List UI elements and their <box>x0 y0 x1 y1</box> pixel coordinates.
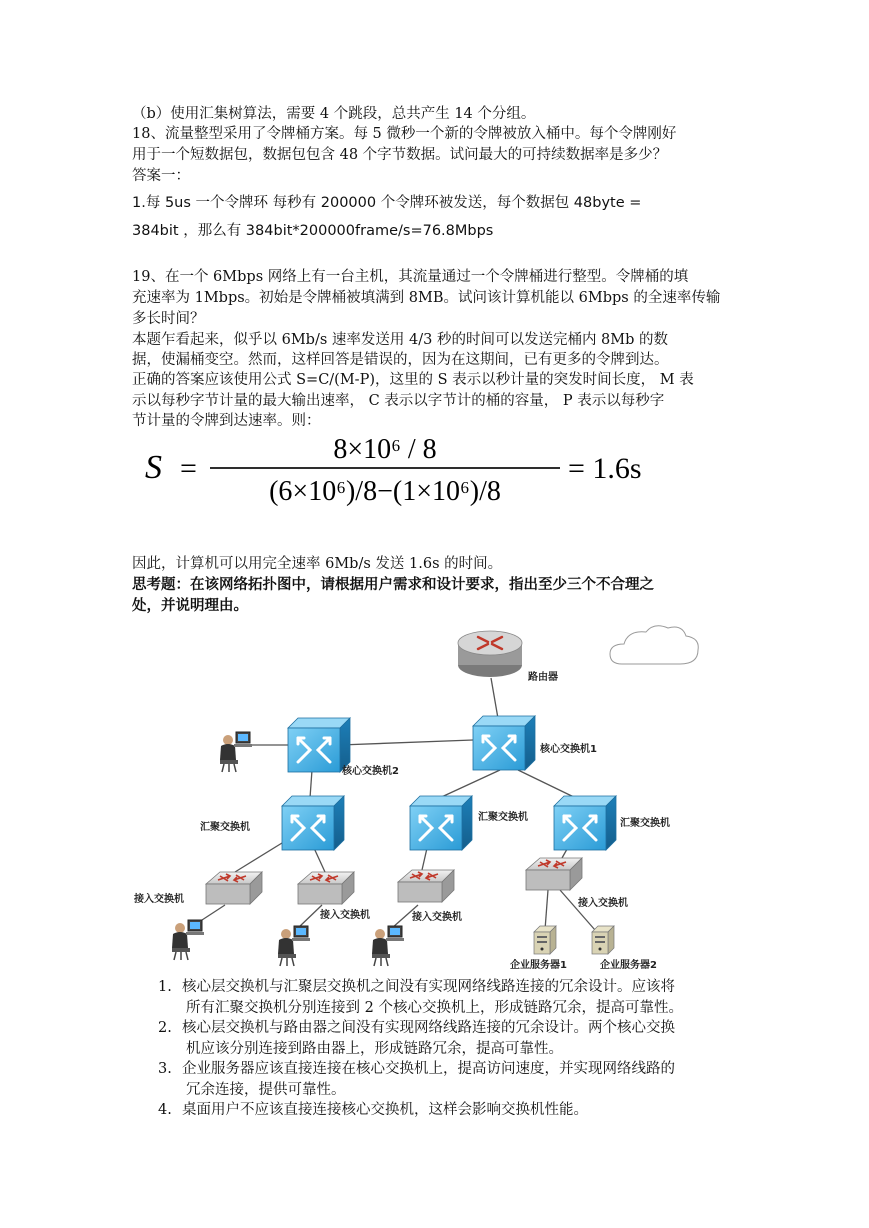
label-access-switch-3: 接入交换机 <box>412 912 462 923</box>
router-icon <box>458 631 522 677</box>
network-topology-diagram <box>130 620 705 975</box>
label-enterprise-server-2: 企业服务器2 <box>600 960 657 971</box>
reason-item-4 <box>158 1100 748 1121</box>
reason-item-3 <box>158 1059 748 1100</box>
reason-number: 4. <box>158 1102 172 1118</box>
aggregation-switch-right-icon <box>554 796 616 850</box>
line-4: 答案一： <box>132 168 190 184</box>
question-line-1: 思考题：在该网络拓扑图中，请根据用户需求和设计要求，指出至少三个不合理之 <box>132 577 654 593</box>
desktop-user-icon-2 <box>278 926 310 966</box>
label-router: 路由器 <box>528 672 558 683</box>
answer-line-2: 384bit ，那么有 384bit*200000frame/s=76.8Mbps <box>132 223 494 239</box>
question-line-2: 处，并说明理由。 <box>132 598 248 614</box>
enterprise-server-1-icon <box>534 926 556 954</box>
formula-numerator: 8×10⁶ / 8 <box>333 434 437 465</box>
reason-text-line: 机应该分别连接到路由器上，形成链路冗余，提高可靠性。 <box>186 1040 563 1057</box>
reason-number: 3. <box>158 1061 172 1077</box>
reason-item-1 <box>158 977 748 1018</box>
reason-number: 2. <box>158 1020 172 1036</box>
label-enterprise-server-1: 企业服务器1 <box>510 960 567 971</box>
reason-text-line: 核心层交换机与汇聚层交换机之间没有实现网络线路连接的冗余设计。应该将 <box>182 979 675 995</box>
reason-text-line: 企业服务器应该直接连接在核心交换机上，提高访问速度，并实现网络线路的 <box>182 1061 675 1077</box>
label-aggregation-switch-left: 汇聚交换机 <box>200 822 250 833</box>
formula-denominator: (6×10⁶)/8−(1×10⁶)/8 <box>269 476 501 507</box>
line-7: 19、在一个 6Mbps 网络上有一台主机，其流量通过一个令牌桶进行整型。令牌桶的填 <box>132 269 689 285</box>
access-switch-2-icon <box>298 872 354 904</box>
label-access-switch-1: 接入交换机 <box>134 894 184 905</box>
label-aggregation-switch-middle: 汇聚交换机 <box>478 812 528 823</box>
reason-number: 1. <box>158 979 172 995</box>
enterprise-server-2-icon <box>592 926 614 954</box>
desktop-user-icon-core <box>220 732 252 772</box>
line-15: 因此，计算机可以用完全速率 6Mb/s 发送 1.6s 的时间。 <box>132 556 503 572</box>
desktop-user-icon-3 <box>372 926 404 966</box>
access-switch-1-icon <box>206 872 262 904</box>
label-access-switch-2: 接入交换机 <box>320 910 370 921</box>
line-12: 正确的答案应该使用公式 S=C/(M-P)，这里的 S 表示以秒计量的突发时间长度， M 表 <box>132 372 694 388</box>
answer-line-1: 1.每 5us 一个令牌环 每秒有 200000 个令牌环被发送，每个数据包 48byte = <box>132 195 642 211</box>
formula-lhs: S <box>145 449 162 486</box>
reason-item-2 <box>158 1018 748 1059</box>
formula-result: = 1.6s <box>568 452 642 485</box>
label-core-switch-2: 核心交换机2 <box>342 766 399 777</box>
label-access-switch-4: 接入交换机 <box>578 898 628 909</box>
desktop-user-icon-1 <box>172 920 204 960</box>
access-switch-4-icon <box>526 858 582 890</box>
line-13: 示以每秒字节计量的最大输出速率， C 表示以字节计的桶的容量， P 表示以每秒字 <box>132 393 665 409</box>
reason-text-line: 冗余连接，提供可靠性。 <box>186 1081 346 1098</box>
burst-time-formula <box>140 428 700 508</box>
line-10: 本题乍看起来，似乎以 6Mb/s 速率发送用 4/3 秒的时间可以发送完桶内 8Mb 的数 <box>132 332 669 348</box>
line-11: 据，使漏桶变空。然而，这样回答是错误的，因为在这期间，已有更多的令牌到达。 <box>132 352 669 368</box>
aggregation-switch-middle-icon <box>410 796 472 850</box>
core-switch-1-icon <box>473 716 535 770</box>
line-9: 多长时间？ <box>132 311 205 327</box>
label-core-switch-1: 核心交换机1 <box>540 744 597 755</box>
reason-text-line: 所有汇聚交换机分别连接到 2 个核心交换机上，形成链路冗余，提高可靠性。 <box>186 999 683 1016</box>
line-14: 节计量的令牌到达速率。则： <box>132 413 321 429</box>
formula-equals: = <box>180 452 197 485</box>
core-switch-2-icon <box>288 718 350 772</box>
line-1: （b）使用汇集树算法，需要 4 个跳段，总共产生 14 个分组。 <box>132 106 536 122</box>
label-aggregation-switch-right: 汇聚交换机 <box>620 818 670 829</box>
internet-cloud-icon <box>610 626 698 664</box>
reason-text-line: 桌面用户不应该直接连接核心交换机，这样会影响交换机性能。 <box>182 1102 588 1118</box>
aggregation-switch-left-icon <box>282 796 344 850</box>
reasons-list <box>158 977 748 1121</box>
access-switch-3-icon <box>398 870 454 902</box>
line-3: 用于一个短数据包，数据包包含 48 个字节数据。试问最大的可持续数据率是多少？ <box>132 147 668 163</box>
line-8: 充速率为 1Mbps。初始是令牌桶被填满到 8MB。试问该计算机能以 6Mbps 的全速率传输 <box>132 290 721 306</box>
line-2: 18、流量整型采用了令牌桶方案。每 5 微秒一个新的令牌被放入桶中。每个令牌刚好 <box>132 126 677 142</box>
reason-text-line: 核心层交换机与路由器之间没有实现网络线路连接的冗余设计。两个核心交换 <box>182 1020 675 1036</box>
